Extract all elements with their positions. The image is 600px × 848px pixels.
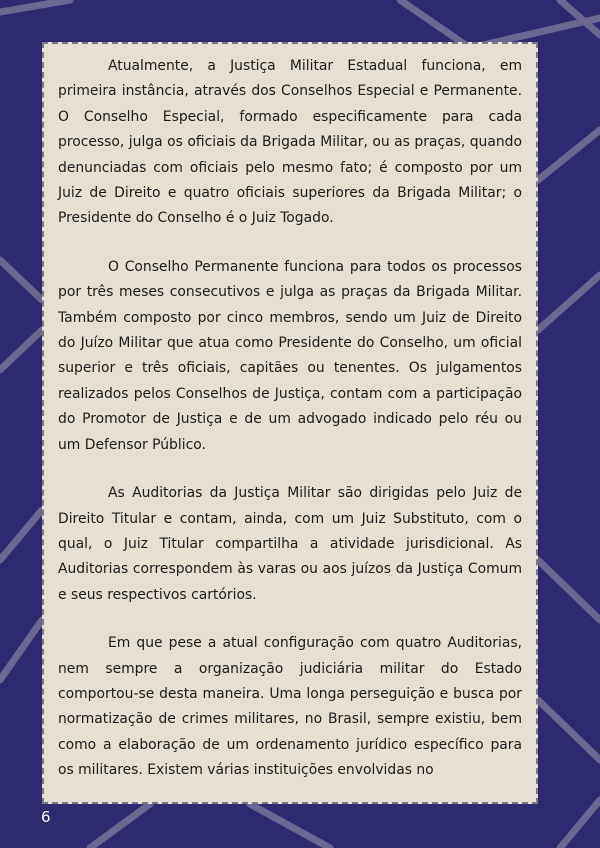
bg-line (538, 700, 600, 760)
bg-line (0, 330, 42, 370)
page-number: 6 (41, 808, 51, 826)
text-card (42, 42, 538, 804)
bg-line (400, 0, 470, 48)
bg-line (250, 804, 330, 848)
bg-line (0, 620, 42, 680)
bg-line (538, 275, 600, 330)
bg-line (90, 804, 150, 848)
bg-line (538, 130, 600, 180)
bg-line (560, 800, 600, 848)
paragraph-1: Atualmente, a Justiça Militar Estadual funciona, em primeira instância, através dos Conselhos Especial e Permanente. O Conselho Especial, formado especificamente para cada processo, julga os oficiais da Brigada Militar, ou as praças, quando denunciadas com oficiais pelo mesmo fato; é composto por um Juiz de Direito e quatro oficiais superiores da Brigada Militar; o Presidente do Conselho é o Juiz Togado. (58, 58, 522, 227)
bg-line (0, 0, 70, 12)
paragraph-2: O Conselho Permanente funciona para todos os processos por três meses consecutivos e julga as praças da Brigada Militar. Também composto por cinco membros, sendo um Juiz de Direito do Juízo Militar que atua como Presidente do Conselho, um oficial superior e três oficiais, capitães ou tenentes. Os julgamentos realizados pelos Conselhos de Justiça, contam com a participação do Promotor de Justiça e de um advogado indicado pelo réu ou um Defensor Público. (58, 258, 522, 453)
bg-line (0, 260, 42, 300)
paragraph-3: As Auditorias da Justiça Militar são dirigidas pelo Juiz de Direito Titular e contam, ainda, com um Juiz Substituto, com o qual, o Juiz Titular compartilha a atividade jurisdicional. As Auditorias correspondem às varas ou aos juízos da Justiça Comum e seus respectivos cartórios. (58, 485, 522, 603)
bg-line (0, 510, 42, 560)
paragraph-4: Em que pese a atual configuração com quatro Auditorias, nem sempre a organização judiciária militar do Estado comportou-se desta maneira. Uma longa perseguição e busca por normatização de crimes militares, no Brasil, sempre existiu, bem como a elaboração de um ordenamento jurídico específico para os militares. Existem várias instituições envolvidas no (58, 635, 522, 779)
bg-line (538, 560, 600, 620)
